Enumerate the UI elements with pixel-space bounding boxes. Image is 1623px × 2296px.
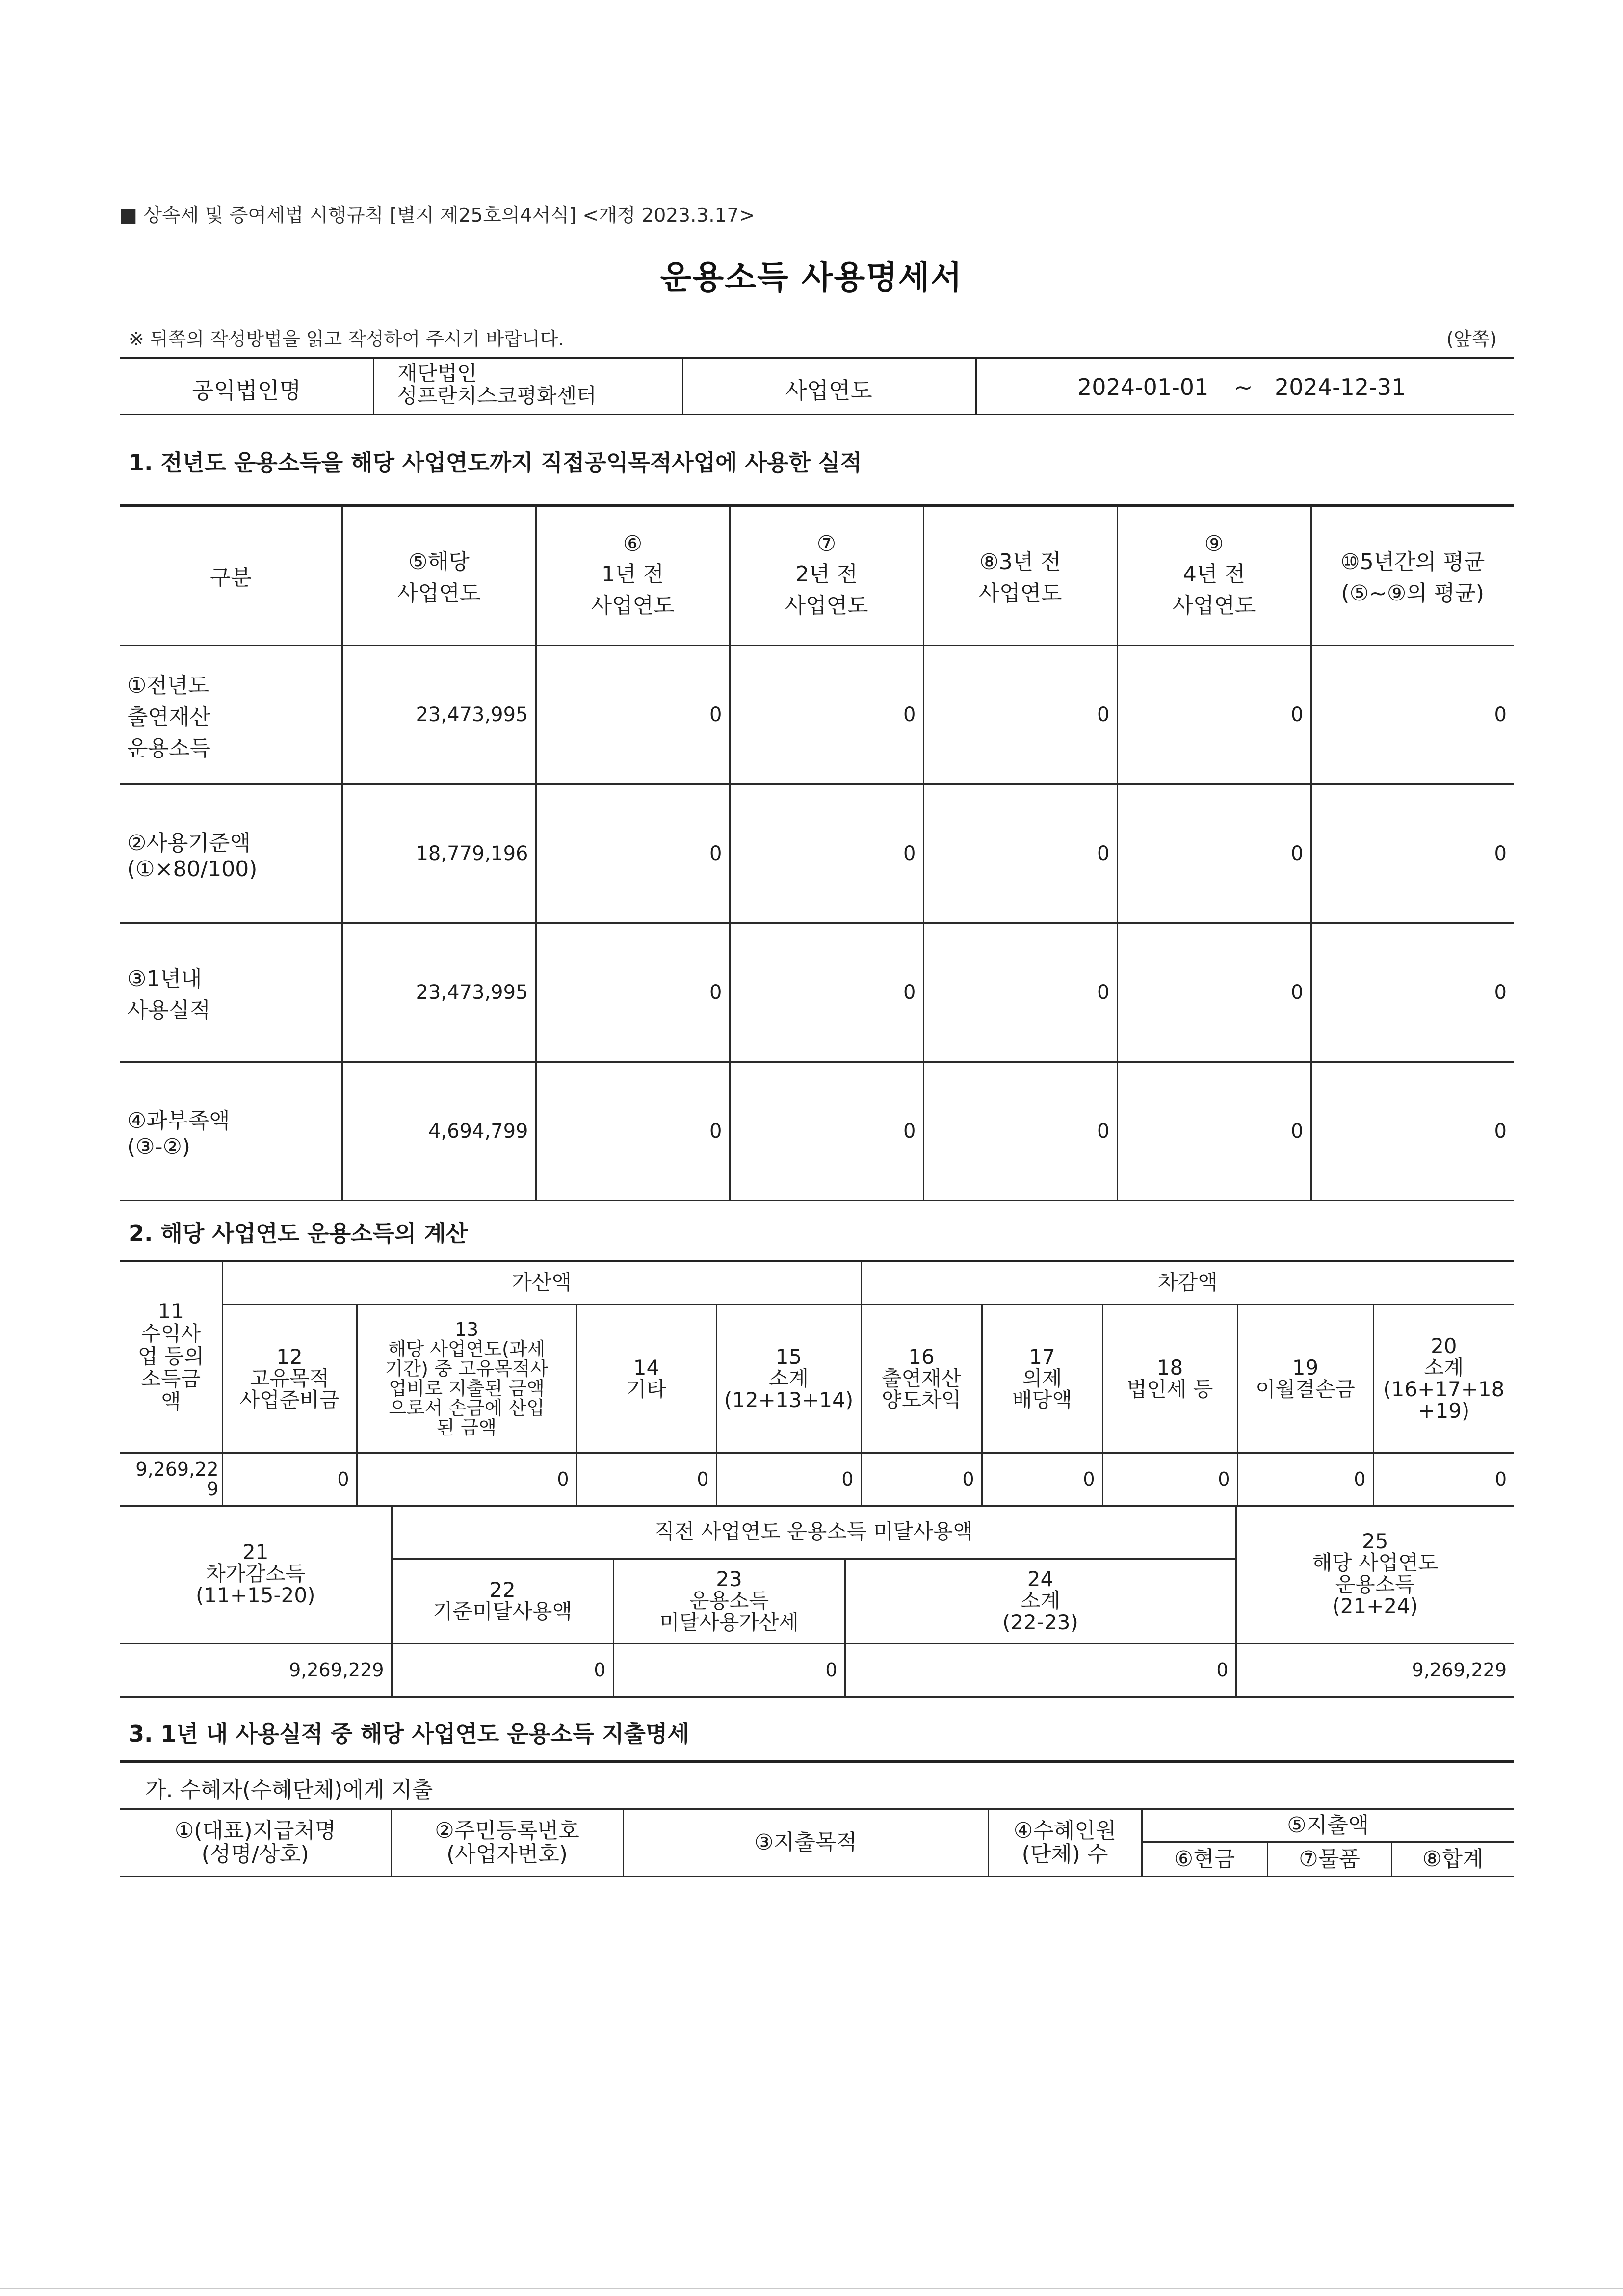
cell-value: 0 xyxy=(716,1453,861,1506)
info-divider xyxy=(975,359,977,415)
section1-title: 1. 전년도 운용소득을 해당 사업연도까지 직접공익목적사업에 사용한 실적 xyxy=(129,449,862,476)
regulation-line: ■ 상속세 및 증여세법 시행규칙 [별지 제25호의4서식] <개정 2023.3.17> xyxy=(119,205,755,227)
cell-value: 0 xyxy=(1102,1453,1237,1506)
section2-title: 2. 해당 사업연도 운용소득의 계산 xyxy=(129,1220,468,1247)
cell-value: 0 xyxy=(1311,784,1514,923)
header-col13: 13 해당 사업연도(과세 기간) 중 고유목적사 업비로 지출된 금액 으로서 손금에 산입 된 금액 xyxy=(357,1304,576,1453)
cell-value: 0 xyxy=(1311,645,1514,784)
period-tilde: ~ xyxy=(1234,374,1253,400)
cell-value: 0 xyxy=(1237,1453,1373,1506)
header-purpose: ③지출목적 xyxy=(623,1809,988,1877)
cell-value: 4,694,799 xyxy=(342,1062,536,1200)
cell-value: 9,269,229 xyxy=(120,1643,392,1697)
cell-value: 0 xyxy=(536,923,730,1062)
cell-value: 0 xyxy=(1117,923,1311,1062)
net-income-table xyxy=(120,1506,1514,1698)
cell-value: 0 xyxy=(923,784,1117,923)
cell-value: 0 xyxy=(730,645,923,784)
header-col11: 11 수익사 업 등의 소득금 액 xyxy=(120,1261,222,1453)
header-col18: 18 법인세 등 xyxy=(1102,1304,1237,1453)
cell-value: 0 xyxy=(1373,1453,1514,1506)
cell-value: 23,473,995 xyxy=(342,645,536,784)
cell-value: 0 xyxy=(730,923,923,1062)
header-prev-shortfall-group: 직전 사업연도 운용소득 미달사용액 xyxy=(392,1506,1236,1559)
row-label: ①전년도 출연재산 운용소득 xyxy=(120,645,342,784)
info-top-rule xyxy=(120,357,1514,359)
cell-value: 0 xyxy=(982,1453,1102,1506)
cell-value: 0 xyxy=(861,1453,982,1506)
income-calc-table xyxy=(120,1261,1514,1507)
section3-title: 3. 1년 내 사용실적 중 해당 사업연도 운용소득 지출명세 xyxy=(129,1721,689,1747)
cell-value: 0 xyxy=(730,784,923,923)
header-registration-no: ②주민등록번호 (사업자번호) xyxy=(391,1809,623,1877)
cell-value: 0 xyxy=(536,784,730,923)
business-year-label: 사업연도 xyxy=(785,377,872,404)
header-col14: 14 기타 xyxy=(576,1304,716,1453)
header-beneficiary-count: ④수혜인원 (단체) 수 xyxy=(988,1809,1142,1877)
usage-record-table xyxy=(120,506,1514,1201)
header-col21: 21 차가감소득 (11+15-20) xyxy=(120,1506,392,1643)
header-goods: ⑦물품 xyxy=(1267,1842,1391,1877)
period-start: 2024-01-01 xyxy=(1077,374,1209,400)
cell-value: 0 xyxy=(576,1453,716,1506)
expenditure-detail-table xyxy=(120,1808,1514,1877)
cell-value: 0 xyxy=(1117,645,1311,784)
instruction-note: ※ 뒤쪽의 작성방법을 읽고 작성하여 주시기 바랍니다. xyxy=(129,328,564,350)
table-row xyxy=(120,645,1514,784)
cell-value: 0 xyxy=(1311,1062,1514,1200)
header-row xyxy=(120,506,1514,645)
section3-subtitle: 가. 수혜자(수혜단체)에게 지출 xyxy=(145,1777,433,1802)
row-label: ②사용기준액 (①×80/100) xyxy=(120,784,342,923)
org-name-value: 재단법인 성프란치스코평화센터 xyxy=(397,361,597,408)
header-2yr-prior: ⑦ 2년 전 사업연도 xyxy=(730,506,923,645)
table-row xyxy=(120,1062,1514,1200)
header-category: 구분 xyxy=(120,506,342,645)
cell-value: 0 xyxy=(1117,784,1311,923)
row-label: ③1년내 사용실적 xyxy=(120,923,342,1062)
header-col12: 12 고유목적 사업준비금 xyxy=(222,1304,357,1453)
page-side-label: (앞쪽) xyxy=(1446,328,1497,350)
org-name-label: 공익법인명 xyxy=(192,377,301,404)
cell-value: 0 xyxy=(536,1062,730,1200)
header-col24: 24 소계 (22-23) xyxy=(845,1559,1236,1643)
header-col16: 16 출연재산 양도차익 xyxy=(861,1304,982,1453)
header-expenditure: ⑤지출액 xyxy=(1142,1809,1514,1842)
header-col25: 25 해당 사업연도 운용소득 (21+24) xyxy=(1236,1506,1514,1643)
header-1yr-prior: ⑥ 1년 전 사업연도 xyxy=(536,506,730,645)
cell-value: 0 xyxy=(923,923,1117,1062)
cell-value: 18,779,196 xyxy=(342,784,536,923)
table-row xyxy=(120,1453,1514,1506)
cell-value: 0 xyxy=(1117,1062,1311,1200)
header-current-year: ⑤해당 사업연도 xyxy=(342,506,536,645)
cell-value: 0 xyxy=(923,645,1117,784)
info-divider xyxy=(373,359,374,415)
header-5yr-average: ⑩5년간의 평균 (⑤~⑨의 평균) xyxy=(1311,506,1514,645)
header-payee: ①(대표)지급처명 (성명/상호) xyxy=(120,1809,391,1877)
header-4yr-prior: ⑨ 4년 전 사업연도 xyxy=(1117,506,1311,645)
section3-top-rule xyxy=(120,1760,1514,1763)
scan-edge xyxy=(0,2288,1623,2289)
cell-value: 0 xyxy=(845,1643,1236,1697)
cell-value: 0 xyxy=(392,1643,613,1697)
header-cash: ⑥현금 xyxy=(1142,1842,1267,1877)
table-row xyxy=(120,1643,1514,1697)
cell-value: 0 xyxy=(613,1643,845,1697)
cell-value: 0 xyxy=(730,1062,923,1200)
cell-value: 9,269,229 xyxy=(1236,1643,1514,1697)
cell-value: 9,269,22 9 xyxy=(120,1453,222,1506)
cell-value: 0 xyxy=(1311,923,1514,1062)
cell-value: 0 xyxy=(536,645,730,784)
cell-value: 0 xyxy=(923,1062,1117,1200)
header-col17: 17 의제 배당액 xyxy=(982,1304,1102,1453)
table-row xyxy=(120,784,1514,923)
header-col20: 20 소계 (16+17+18 +19) xyxy=(1373,1304,1514,1453)
header-subtract-group: 차감액 xyxy=(861,1261,1514,1304)
cell-value: 0 xyxy=(222,1453,357,1506)
page-title: 운용소득 사용명세서 xyxy=(660,259,963,296)
header-col15: 15 소계 (12+13+14) xyxy=(716,1304,861,1453)
header-add-group: 가산액 xyxy=(222,1261,861,1304)
header-col22: 22 기준미달사용액 xyxy=(392,1559,613,1643)
cell-value: 0 xyxy=(357,1453,576,1506)
header-col23: 23 운용소득 미달사용가산세 xyxy=(613,1559,845,1643)
row-label: ④과부족액 (③-②) xyxy=(120,1062,342,1200)
header-total: ⑧합계 xyxy=(1391,1842,1514,1877)
info-bottom-rule xyxy=(120,414,1514,415)
period-end: 2024-12-31 xyxy=(1275,374,1406,400)
table-row xyxy=(120,923,1514,1062)
header-3yr-prior: ⑧3년 전 사업연도 xyxy=(923,506,1117,645)
header-col19: 19 이월결손금 xyxy=(1237,1304,1373,1453)
cell-value: 23,473,995 xyxy=(342,923,536,1062)
